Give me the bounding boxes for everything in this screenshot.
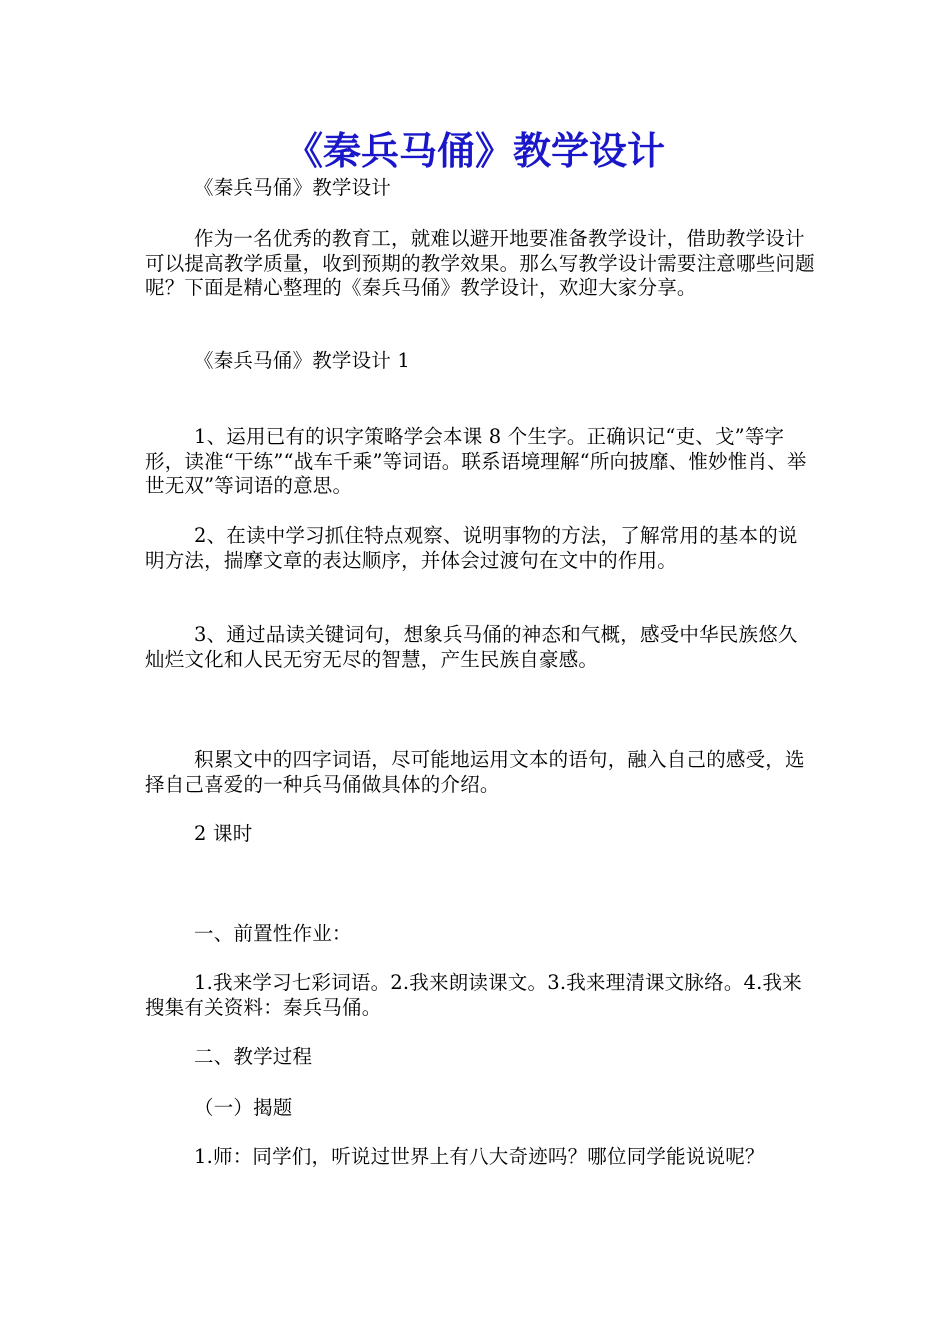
key-point-paragraph: 积累文中的四字词语，尽可能地运用文本的语句，融入自己的感受，选择自己喜爱的一种兵马俑做具体的介绍。 xyxy=(145,748,805,796)
objective-3-paragraph: 3、通过品读关键词句，想象兵马俑的神态和气概，感受中华民族悠久灿烂文化和人民无穷无尽的智慧，产生民族自豪感。 xyxy=(145,623,798,671)
objective-1-paragraph: 1、运用已有的识字策略学会本课 8 个生字。正确识记“吏、戈”等字形，读准“干练”“战车千乘”等词语。联系语境理解“所向披靡、惟妙惟肖、举世无双”等词语的意思。 xyxy=(145,425,807,497)
document-title: 《秦兵马俑》教学设计 xyxy=(284,129,665,173)
class-hours-paragraph: 2 课时 xyxy=(194,822,253,845)
subtitle-paragraph: 《秦兵马俑》教学设计 xyxy=(194,176,392,199)
section-heading-prework: 一、前置性作业： xyxy=(194,922,352,945)
prework-list-paragraph: 1.我来学习七彩词语。2.我来朗读课文。3.我来理清课文脉络。4.我来搜集有关资料：秦兵马俑。 xyxy=(145,971,802,1019)
section-heading-process: 二、教学过程 xyxy=(194,1045,313,1068)
subsection-heading-intro: （一）揭题 xyxy=(194,1096,293,1119)
objective-2-paragraph: 2、在读中学习抓住特点观察、说明事物的方法，了解常用的基本的说明方法，揣摩文章的表达顺序，并体会过渡句在文中的作用。 xyxy=(145,524,798,572)
intro-paragraph: 作为一名优秀的教育工，就难以避开地要准备教学设计，借助教学设计可以提高教学质量，收到预期的教学效果。那么写教学设计需要注意哪些问题呢？下面是精心整理的《秦兵马俑》教学设计，欢迎大家分享。 xyxy=(145,227,815,299)
section-heading-design-1: 《秦兵马俑》教学设计 1 xyxy=(194,349,411,372)
teacher-question-paragraph: 1.师：同学们，听说过世界上有八大奇迹吗？哪位同学能说说呢？ xyxy=(194,1145,765,1168)
